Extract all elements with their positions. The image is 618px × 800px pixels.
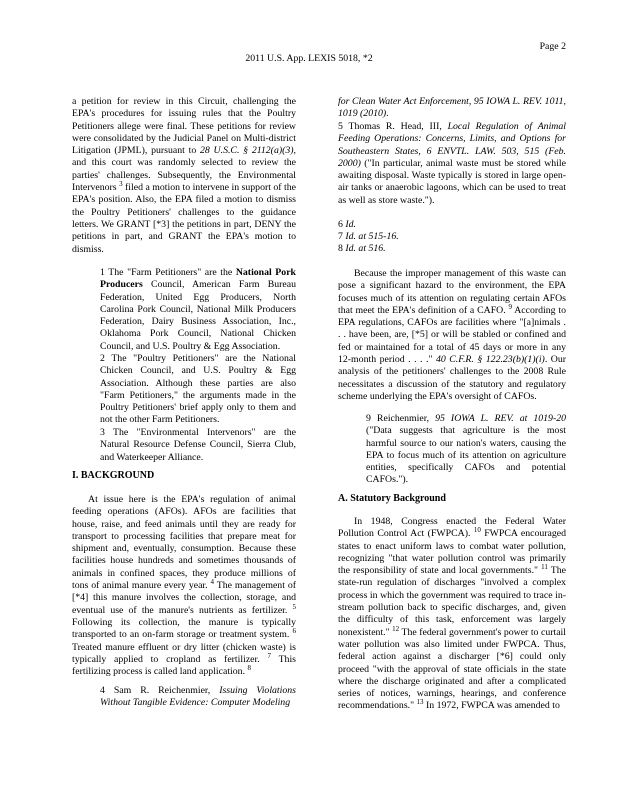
text-run: Local Regulation of Animal Feeding Operations: Concerns, Limits, and Options for Southeastern States, 6 ENVTL. LAW. 503, 515 (Feb. 2000)	[338, 121, 566, 169]
text-run: Following its collection, the manure is typically transported to an on-farm storage or treatment system.	[72, 616, 296, 641]
text-run: The state-run regulation of discharges "involved a complex process in which the government was required to trace in-stream pollution back to specific discharges, and, given the difficulty of this task, enforcement was largely nonexistent."	[338, 565, 566, 638]
text-run: Id.	[345, 219, 356, 230]
text-run: This fertilizing process is called land application.	[72, 653, 296, 678]
text-run: 8	[338, 243, 346, 254]
footnote-5	[338, 121, 566, 207]
text-run: ("Data suggests that agriculture is the most harmful source to our nation's waters, causing the EPA to focus much of its attention on agriculture entities, specifically CAFOs and potential CAFOs.").	[366, 425, 566, 486]
footnote-reference[interactable]: 3	[119, 180, 123, 189]
footnote-9	[366, 413, 566, 487]
text-run: In 1948, Congress enacted the Federal Water Pollution Control Act (FWPCA).	[338, 516, 566, 540]
footnote-6	[338, 219, 566, 231]
text-run: The management of [*4] this manure involves the collection, storage, and eventual use of the manure's nutrients as fertilizer.	[72, 580, 296, 616]
footnote-reference[interactable]: 5	[292, 602, 296, 611]
footnote-reference[interactable]: 8	[247, 664, 251, 673]
opinion-paragraph	[72, 96, 296, 256]
text-run: 6	[338, 219, 346, 230]
text-run: 4 Sam R. Reichenmier,	[100, 685, 220, 696]
text-run: 9 Reichenmier,	[366, 413, 436, 424]
text-run: The federal government's power to curtail water pollution was also limited under FWPCA. Thus, federal action against a discharger [*6] could only proceed "with the approval of state officials in the state where the discharge originated and after a complicated series of notices, warnings, hearings, and conference recommendations."	[338, 626, 566, 712]
text-run: for Clean Water Act Enforcement, 95 IOWA L. REV. 1011, 1019 (2010)	[338, 96, 566, 120]
footnote-reference[interactable]: 11	[541, 563, 548, 572]
text-run: 95 IOWA L. REV. at 1019-20	[435, 413, 567, 424]
text-run: Issuing Violations Without Tangible Evidence: Computer Modeling	[100, 685, 296, 709]
text-run: Treated manure effluent or dry litter (chicken waste) is typically applied to cropland as fertilizer.	[72, 641, 296, 665]
footnote-3	[100, 427, 296, 464]
statutory-paragraph	[338, 516, 566, 713]
text-run: filed a motion to intervene in support of the EPA's position. Also, the EPA filed a motion to dismiss the Poultry Petitioners' challenges to the guidance letters. We GRANT [*3] the petitions in part, DENY the petitions in part, and GRANT the EPA's motion to dismiss.	[72, 182, 297, 255]
footnote-8	[338, 243, 566, 255]
text-run: a petition for review in this Circuit, challenging the EPA's procedures for issuing rules that the Poultry Petitioners allege were final. These petitions for review were consolidated by the Judicial Panel on Multi-district Litigation (JPML), pursuant to	[72, 96, 296, 157]
footnote-reference[interactable]: 6	[292, 627, 296, 636]
text-run: Because the improper management of this waste can pose a significant hazard to the environment, the EPA focuses much of its attention on regulating certain AFOs that meet the EPA's definition of a CAFO.	[338, 268, 566, 316]
footnote-4-continued	[338, 96, 566, 121]
section-heading-background: I. BACKGROUND	[72, 470, 155, 481]
text-run: At issue here is the EPA's regulation of animal feeding operations (AFOs). AFOs are facilities that house, raise, and feed animals until they are ready for transport to processing facilities that prepare meat for shipment and, eventually, consumption. Because these facilities house hundreds and sometimes thousands of animals in confined spaces, they produce millions of tons of animal manure every year.	[72, 494, 296, 592]
footnote-reference[interactable]: 9	[508, 302, 512, 311]
section-heading-statutory-background: A. Statutory Background	[338, 493, 446, 504]
text-run: Council, American Farm Bureau Federation, United Egg Producers, North Carolina Pork Council, National Milk Producers Federation, Dairy Business Association, Inc., Oklahoma Pork Council, National Chicken Council, and U.S. Poultry & Egg Association.	[100, 279, 296, 352]
text-run: 28 U.S.C. § 2112(a)(3)	[199, 145, 294, 157]
case-citation-header: 2011 U.S. App. LEXIS 5018, *2	[245, 53, 373, 64]
footnote-4	[100, 685, 296, 710]
footnote-reference[interactable]: 12	[392, 624, 400, 633]
text-run: . Our analysis of the petitioners' challenges to the 2008 Rule necessitates a discussion of the statutory and regulatory scheme underlying the EPA's oversight of CAFOs.	[338, 354, 567, 402]
text-run: , and this court was randomly selected to review the parties' challenges. Subsequently, the Environmental Intervenors	[72, 145, 296, 194]
text-run: 1 The "Farm Petitioners" are the	[100, 267, 236, 278]
footnote-1	[100, 267, 296, 353]
text-run: 5 Thomas R. Head, III,	[338, 121, 448, 132]
text-run: ("In particular, animal waste must be stored while awaiting disposal. Waste typically is stored in large open-air tanks or anaerobic lagoons, which can be used to treat as well as store waste.").	[338, 157, 566, 206]
text-run: 3 The "Environmental Intervenors" are the Natural Resource Defense Council, Sierra Club, and Waterkeeper Alliance.	[100, 427, 296, 463]
footnote-7	[338, 231, 566, 243]
text-run: In 1972, FWPCA was amended to	[423, 700, 560, 712]
text-run: FWPCA encouraged states to enact uniform laws to combat water pollution, recognizing "that water pollution control was primarily the responsibility of state and local governments."	[338, 528, 566, 577]
text-run: 7	[338, 231, 346, 242]
footnote-reference[interactable]: 10	[473, 526, 481, 535]
text-run: According to EPA regulations, CAFOs are facilities where "[a]nimals . . . have been, are, [*5] or will be stabled or confined and fed or maintained for a total of 45 days or more in any 12-month period . . . ."	[338, 304, 566, 366]
text-run: Id. at 516.	[345, 243, 386, 254]
footnote-reference[interactable]: 13	[416, 698, 424, 707]
footnote-reference[interactable]: 4	[210, 578, 214, 587]
background-paragraph	[72, 494, 296, 678]
text-run: 40 C.F.R. § 122.23(b)(1)(i)	[435, 354, 545, 366]
text-run: 2 The "Poultry Petitioners" are the National Chicken Council, and U.S. Poultry & Egg Association. Although these parties are also "Farm Petitioners," the arguments made in the Poultry Petitioners' brief apply only to them and not the other Farm Petitioners.	[100, 353, 296, 426]
page-number: Page 2	[539, 41, 566, 52]
text-run: National Pork Producers	[100, 267, 296, 291]
text-run: Id. at 515-16.	[345, 231, 399, 242]
footnote-2	[100, 353, 296, 427]
text-run: .	[386, 108, 389, 120]
footnote-reference[interactable]: 7	[267, 651, 271, 660]
cafo-paragraph	[338, 268, 566, 403]
